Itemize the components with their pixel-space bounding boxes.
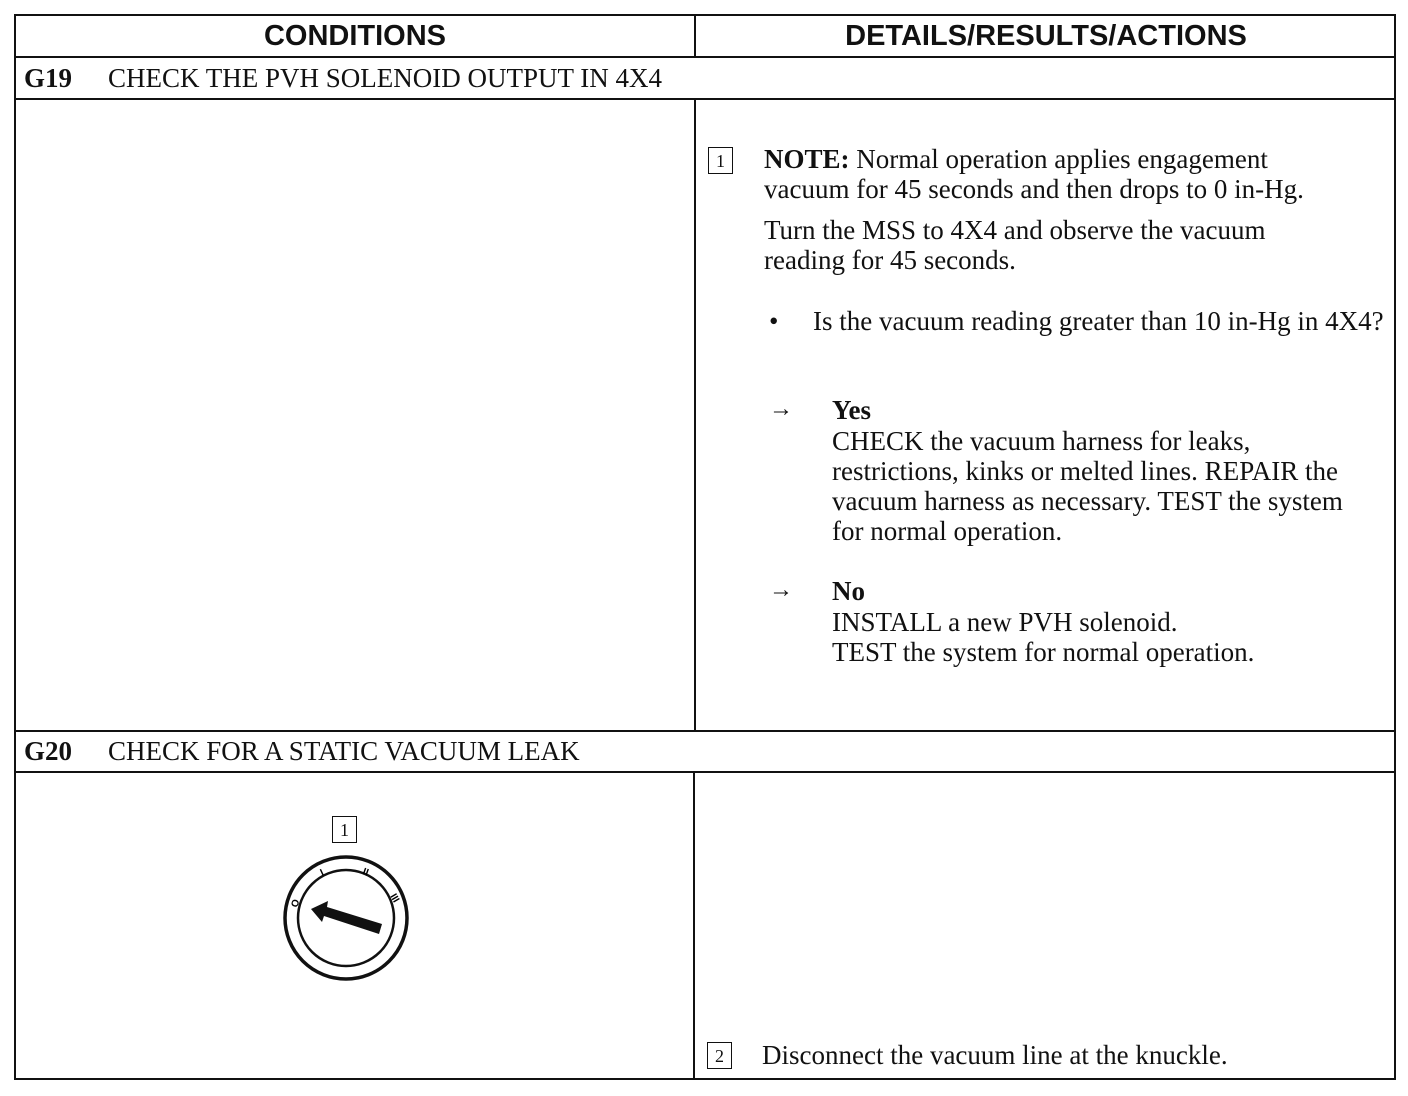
note-label: NOTE: [764,144,850,174]
conditions-header: CONDITIONS [263,20,447,52]
no-arrow-icon: → [769,577,793,603]
note-text-line2: vacuum for 45 seconds and then drops to 0 in-Hg. [764,174,1304,204]
disconnect-instruction: Disconnect the vacuum line at the knuckle. [762,1040,1228,1070]
header-column-divider [694,16,696,56]
no-action-text [832,607,1380,667]
yes-arrow-icon: → [769,396,793,422]
note-text-line1: Normal operation applies engagement [849,144,1268,174]
header-divider [16,56,1394,58]
question-bullet: • [769,306,779,336]
g19-bottom-divider [16,730,1394,732]
position-mark-0: O [289,897,303,910]
position-mark-1: I [318,867,326,879]
item-number-box-1: 1 [708,147,733,174]
g20-title-divider [16,771,1394,773]
ignition-switch-icon [278,854,414,982]
no-label: No [832,576,865,606]
no-action-line1: INSTALL a new PVH solenoid. [832,607,1178,637]
figure-number-box-1: 1 [332,816,357,843]
yes-action-text: CHECK the vacuum harness for leaks, restrictions, kinks or melted lines. REPAIR the vacuum harness as necessary. TEST the system for normal operation. [832,426,1343,546]
item-number-box-2: 2 [707,1042,732,1069]
step-g20-id: G20 [24,736,73,766]
details-header: DETAILS/RESULTS/ACTIONS [845,20,1247,52]
position-mark-3: III [387,892,402,905]
position-mark-2: II [360,866,370,879]
step-g19-id: G19 [24,63,73,93]
instruction-text: Turn the MSS to 4X4 and observe the vacuum reading for 45 seconds. [764,215,1266,275]
step-g19-title: CHECK THE PVH SOLENOID OUTPUT IN 4X4 [108,63,663,93]
question-text: Is the vacuum reading greater than 10 in-Hg in 4X4? [813,306,1384,336]
note-paragraph [764,144,1384,204]
ignition-key-pointer [311,901,382,934]
g19-title-divider [16,98,1394,100]
yes-label: Yes [832,395,871,425]
step-g20-title-row [24,736,580,767]
g19-column-divider [694,98,696,730]
step-g19-title-row [24,63,662,94]
g20-column-divider [693,771,695,1080]
step-g20-title: CHECK FOR A STATIC VACUUM LEAK [108,736,580,766]
no-action-line2: TEST the system for normal operation. [832,637,1255,667]
diagnostic-table [14,14,1396,1080]
